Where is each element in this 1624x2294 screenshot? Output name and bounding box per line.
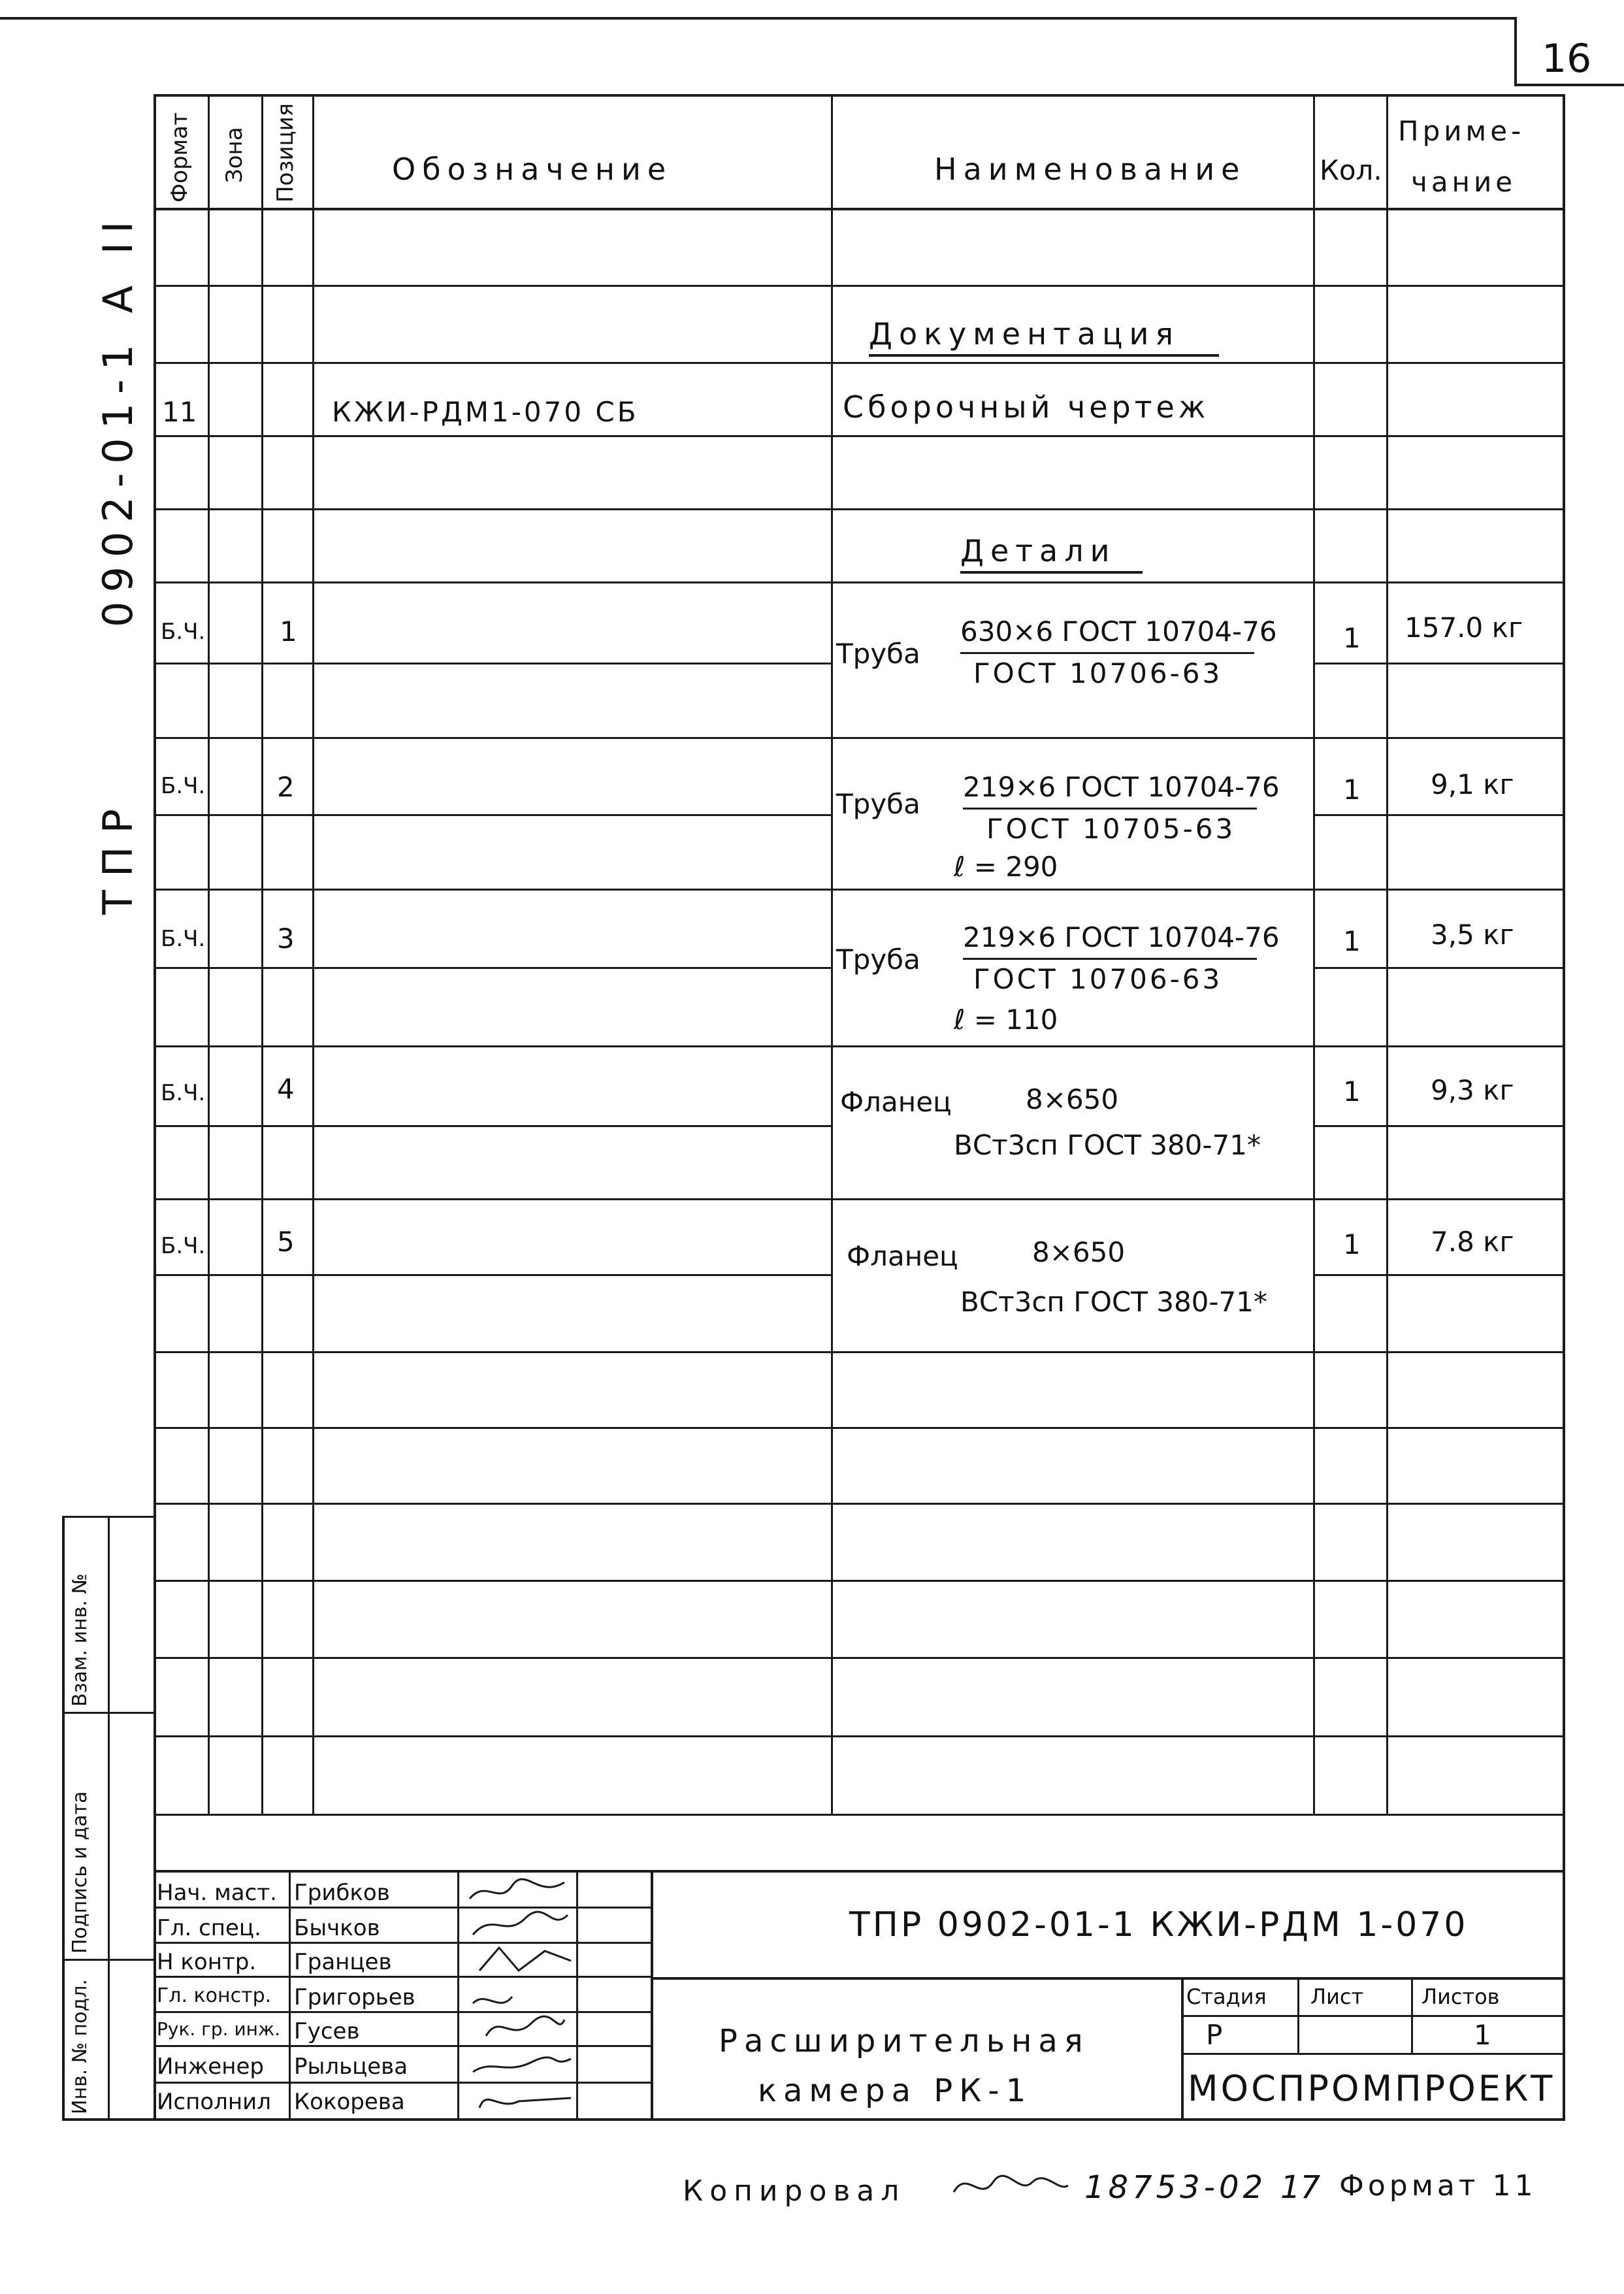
item-note: 9,3 кг	[1431, 1074, 1514, 1106]
role-4: Рук. гр. инж.	[157, 2018, 281, 2040]
frame-right	[1563, 94, 1565, 2120]
item-note: 7.8 кг	[1431, 1226, 1514, 1258]
stage-label: Стадия	[1186, 1984, 1267, 2009]
row-line	[154, 362, 1565, 364]
sheets-value: 1	[1474, 2019, 1491, 2051]
row-line	[154, 1351, 1565, 1353]
title-stage-row1	[1181, 2015, 1565, 2017]
item-spec-extra: ℓ = 290	[954, 851, 1058, 883]
title-stage-row2	[1181, 2053, 1565, 2055]
item-pos: 5	[277, 1226, 295, 1258]
footer-order: 18753-02	[1084, 2169, 1267, 2206]
item-format: Б.Ч.	[161, 619, 206, 645]
row-line	[154, 1427, 1565, 1429]
frame-bottom	[62, 2118, 1565, 2121]
item-qty: 1	[1343, 774, 1361, 806]
stamp-strip-top	[62, 1516, 155, 1518]
item-format: Б.Ч.	[161, 1233, 206, 1259]
title-name-line1: Расширительная	[719, 2023, 1090, 2059]
item-prefix: Труба	[836, 638, 920, 670]
row-line	[154, 1503, 1565, 1505]
item-pos: 3	[277, 923, 295, 955]
copier-signature-image	[947, 2163, 1071, 2208]
stamp-strip-left	[62, 1516, 65, 2121]
person-5: Рыльцева	[294, 2054, 408, 2080]
stamp-strip-sep	[62, 1959, 155, 1961]
header-zone: Зона	[221, 127, 248, 183]
person-2: Гранцев	[294, 1949, 392, 1975]
item-note: 9,1 кг	[1431, 768, 1514, 800]
item-pos: 4	[277, 1073, 295, 1105]
item-note: 3,5 кг	[1431, 919, 1514, 951]
item-note: 157.0 кг	[1405, 612, 1523, 644]
row-line	[154, 285, 1565, 287]
row-line	[154, 1580, 1565, 1582]
signatures-image	[460, 1873, 577, 2118]
stage-value: Р	[1206, 2019, 1223, 2051]
row-line	[154, 663, 831, 664]
title-doc-code: ТПР 0902-01-1 КЖИ-РДМ 1-070	[849, 1905, 1469, 1944]
role-2: Н контр.	[157, 1949, 257, 1975]
col-zone	[208, 94, 210, 1815]
fraction-line	[963, 808, 1257, 810]
stamp-strip-divider	[108, 1516, 110, 2121]
row-line	[154, 508, 1565, 510]
org-name: МОСПРОМПРОЕКТ	[1188, 2068, 1555, 2109]
item-spec-bottom: ГОСТ 10706-63	[973, 963, 1223, 995]
frame-top-line	[0, 17, 1516, 20]
row-line	[154, 1045, 1565, 1047]
header-position: Позиция	[272, 103, 299, 203]
item-spec-bottom: ВСт3сп ГОСТ 380-71*	[954, 1129, 1261, 1161]
header-qty: Кол.	[1320, 154, 1382, 186]
title-stage-col2	[1297, 1977, 1299, 2054]
item-spec-top: 8×650	[1026, 1083, 1119, 1115]
item-format: Б.Ч.	[161, 773, 206, 799]
footer-num: 17	[1280, 2169, 1321, 2206]
row-line	[154, 1657, 1565, 1659]
fraction-line	[960, 652, 1254, 654]
role-1: Гл. спец.	[157, 1915, 261, 1941]
item-pos: 2	[277, 771, 295, 803]
item-prefix: Фланец	[840, 1086, 952, 1118]
item-prefix: Труба	[836, 943, 920, 975]
header-note-1: Приме-	[1398, 115, 1525, 147]
footer-format: Формат 11	[1339, 2169, 1537, 2203]
sheets-label: Листов	[1421, 1984, 1500, 2009]
row-line	[154, 435, 1565, 437]
person-3: Григорьев	[294, 1984, 415, 2010]
item-format: Б.Ч.	[161, 926, 206, 952]
person-6: Кокорева	[294, 2089, 405, 2115]
header-name: Наименование	[934, 152, 1246, 187]
title-mid-row	[651, 1977, 1565, 1980]
item-spec-bottom: ВСт3сп ГОСТ 380-71*	[960, 1286, 1267, 1318]
footer-copied: Копировал	[683, 2174, 906, 2208]
side-series: ТПР	[94, 796, 142, 915]
item-prefix: Фланец	[847, 1240, 958, 1272]
row-line	[154, 889, 1565, 891]
col-qty	[1313, 94, 1315, 1815]
doc-format: 11	[162, 396, 197, 428]
col-designation	[312, 94, 314, 1815]
row-line	[154, 1125, 831, 1127]
item-spec-top: 219×6 ГОСТ 10704-76	[963, 771, 1280, 803]
title-name-line2: камера РК-1	[758, 2073, 1033, 2109]
row-line	[1313, 1274, 1565, 1276]
sheet-label: Лист	[1310, 1984, 1364, 2009]
item-pos: 1	[280, 615, 297, 647]
item-spec-top: 219×6 ГОСТ 10704-76	[963, 921, 1280, 953]
col-pos	[261, 94, 263, 1815]
stamp-label-sign: Подпись и дата	[69, 1791, 91, 1954]
row-line	[1313, 814, 1565, 816]
row-line	[154, 1814, 1565, 1816]
section-documentation: Документация	[869, 319, 1219, 357]
row-line	[154, 582, 1565, 583]
header-designation: Обозначение	[392, 152, 673, 187]
row-line	[154, 814, 831, 816]
item-qty: 1	[1343, 1228, 1361, 1260]
item-format: Б.Ч.	[161, 1080, 206, 1106]
title-stage-col3	[1411, 1977, 1413, 2054]
stamp-label-replace: Взам. инв. №	[69, 1573, 91, 1707]
person-1: Бычков	[294, 1915, 380, 1941]
row-line	[154, 1274, 831, 1276]
side-code: 0902-01-1 А II	[94, 212, 142, 627]
item-spec-top: 8×650	[1032, 1236, 1126, 1268]
item-qty: 1	[1343, 1075, 1361, 1107]
item-qty: 1	[1343, 925, 1361, 957]
col-note	[1386, 94, 1388, 1815]
row-line	[154, 1198, 1565, 1200]
title-top	[154, 1870, 1565, 1873]
item-spec-bottom: ГОСТ 10705-63	[986, 813, 1236, 845]
row-line	[1313, 663, 1565, 664]
role-3: Гл. констр.	[157, 1984, 272, 2007]
stamp-strip-sep	[62, 1712, 155, 1714]
fraction-line	[963, 958, 1257, 960]
sheet-box-left	[1514, 17, 1517, 85]
row-line	[154, 737, 1565, 739]
sheet-box-bottom	[1514, 84, 1624, 86]
person-0: Грибков	[294, 1880, 390, 1906]
header-note-2: чание	[1411, 166, 1517, 198]
role-0: Нач. маст.	[157, 1880, 277, 1906]
header-bottom	[154, 208, 1565, 210]
item-prefix: Труба	[836, 788, 920, 820]
frame-top	[154, 94, 1565, 97]
row-line	[1313, 1125, 1565, 1127]
item-spec-bottom: ГОСТ 10706-63	[973, 657, 1223, 689]
frame-left	[154, 94, 156, 2120]
row-line	[154, 1735, 1565, 1737]
title-stage-col	[1181, 1977, 1184, 2120]
role-6: Исполнил	[157, 2089, 271, 2115]
doc-designation: КЖИ-РДМ1-070 СБ	[332, 396, 639, 428]
stamp-label-inv: Инв. № подл.	[69, 1979, 91, 2114]
person-4: Гусев	[294, 2018, 360, 2044]
sheet-number: 16	[1542, 36, 1592, 82]
doc-name: Сборочный чертеж	[843, 389, 1210, 425]
role-5: Инженер	[157, 2054, 264, 2080]
item-qty: 1	[1343, 622, 1361, 654]
row-line	[1313, 967, 1565, 969]
section-details: Детали	[960, 536, 1143, 574]
header-format: Формат	[167, 112, 193, 203]
item-spec-top: 630×6 ГОСТ 10704-76	[960, 615, 1277, 647]
item-spec-extra: ℓ = 110	[954, 1004, 1058, 1036]
row-line	[154, 967, 831, 969]
col-name	[831, 94, 833, 1815]
